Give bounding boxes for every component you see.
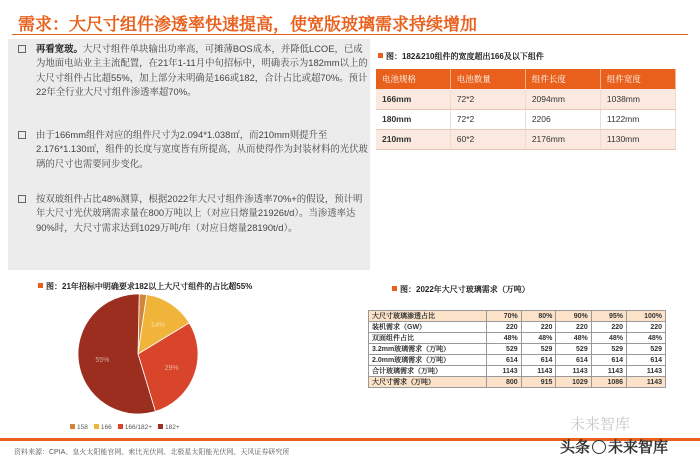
legend-swatch-icon [70, 424, 75, 429]
table-cell: 48% [556, 333, 591, 344]
title-divider [12, 34, 688, 35]
table-cell: 220 [521, 322, 556, 333]
table-cell: 220 [591, 322, 626, 333]
table-cell: 1029 [556, 377, 591, 388]
table-cell: 614 [591, 355, 626, 366]
table-cell: 大尺寸玻璃渗透占比 [369, 311, 487, 322]
table-cell: 大尺寸需求（万吨） [369, 377, 487, 388]
table-cell: 915 [521, 377, 556, 388]
table-cell: 1143 [591, 366, 626, 377]
table-cell: 1143 [556, 366, 591, 377]
table-cell: 220 [487, 322, 522, 333]
table-cell: 529 [521, 344, 556, 355]
page-title: 需求：大尺寸组件渗透率快速提高，使宽版玻璃需求持续增加 [18, 15, 477, 34]
bullet-paragraph-1 [18, 42, 370, 99]
bullet-text: 大尺寸组件单块输出功率高，可摊薄BOS成本，并降低LCOE，已成为地面电站业主主流配置，在21年1-11月中旬招标中，明确表示为182mm以上的大尺寸组件占比超55%，加上部分未明确是166或182，合计占比或超70%。预计22年全行业大尺寸组件渗透率超70%。 [36, 43, 368, 97]
legend-item [118, 424, 152, 431]
pie-legend [70, 424, 186, 431]
table-row [369, 366, 666, 377]
table-cell: 614 [627, 355, 666, 366]
table-cell: 48% [487, 333, 522, 344]
pie-title: 图：21年招标中明确要求182以上大尺寸组件的占比超55% [38, 281, 252, 292]
table-cell: 220 [627, 322, 666, 333]
table-cell: 100% [627, 311, 666, 322]
column-header: 组件长度 [525, 69, 600, 89]
table-cell: 72*2 [450, 109, 525, 129]
table-cell: 90% [556, 311, 591, 322]
table-row [369, 344, 666, 355]
legend-swatch-icon [158, 424, 163, 429]
table-cell: 180mm [376, 109, 450, 129]
table-cell: 529 [627, 344, 666, 355]
title-marker-icon [392, 286, 397, 291]
watermark-logo-icon [592, 440, 606, 454]
column-header: 电池规格 [376, 69, 450, 89]
table-cell: 210mm [376, 129, 450, 149]
table-cell: 双面组件占比 [369, 333, 487, 344]
pie-chart [50, 292, 250, 424]
checkbox-bullet-icon [18, 195, 26, 203]
table-cell: 48% [627, 333, 666, 344]
table-cell: 1086 [591, 377, 626, 388]
glass-demand-table [368, 310, 666, 388]
table-cell: 3.2mm玻璃需求（万吨） [369, 344, 487, 355]
title-marker-icon [38, 283, 43, 288]
title-marker-icon [378, 53, 383, 58]
table-cell: 95% [591, 311, 626, 322]
legend-item [70, 424, 88, 431]
pie-data-label: 55% [95, 356, 110, 364]
table-cell: 80% [521, 311, 556, 322]
table-cell: 1143 [521, 366, 556, 377]
table-cell: 1122mm [600, 109, 675, 129]
table-header-row [376, 69, 676, 89]
checkbox-bullet-icon [18, 131, 26, 139]
table-row [376, 89, 676, 109]
bullet-text: 由于166mm组件对应的组件尺寸为2.094*1.038㎡，而210mm则提升至2.176*1.130㎡，组件的长度与宽度皆有所提高，从而使得作为封装材料的光伏玻璃的尺寸也需要同步变化。 [36, 129, 368, 169]
table-cell: 2206 [525, 109, 600, 129]
watermark-badge: 头条 未来智库 [560, 439, 669, 456]
table-cell: 2094mm [525, 89, 600, 109]
table-cell: 70% [487, 311, 522, 322]
legend-item [158, 424, 180, 431]
legend-swatch-icon [94, 424, 99, 429]
table-cell: 1038mm [600, 89, 675, 109]
table-cell: 2.0mm玻璃需求（万吨） [369, 355, 487, 366]
table-cell: 614 [487, 355, 522, 366]
table-cell: 2176mm [525, 129, 600, 149]
table-row [369, 322, 666, 333]
pie-data-label: 14% [150, 321, 165, 329]
legend-label: 166/182+ [124, 424, 153, 431]
table-cell: 48% [591, 333, 626, 344]
table-cell: 装机需求（GW） [369, 322, 487, 333]
table-row [369, 355, 666, 366]
legend-label: 182+ [165, 424, 180, 431]
text-panel [8, 39, 370, 270]
bullet-lead: 再看宽玻。 [36, 43, 83, 54]
table1-title: 图：182&210组件的宽度超出166及以下组件 [378, 51, 544, 62]
table-cell: 48% [521, 333, 556, 344]
table-cell: 1143 [487, 366, 522, 377]
table-cell: 1143 [627, 377, 666, 388]
table-row [376, 109, 676, 129]
table-cell: 166mm [376, 89, 450, 109]
table-cell: 800 [487, 377, 522, 388]
table-cell: 1130mm [600, 129, 675, 149]
checkbox-bullet-icon [18, 45, 26, 53]
bullet-text: 按双玻组件占比48%测算，根据2022年大尺寸组件渗透率70%+的假设，预计明年大尺寸光伏玻璃需求量在800万吨以上（对应日熔量21926t/d）。当渗透率达90%时，大尺寸需求达到1029万吨/年（对应日熔量28190t/d）。 [36, 193, 363, 233]
table2-title: 图：2022年大尺寸玻璃需求（万吨） [392, 284, 530, 295]
table-row [376, 129, 676, 149]
bullet-paragraph-3 [18, 192, 370, 235]
table-row [369, 311, 666, 322]
table-cell: 529 [556, 344, 591, 355]
column-header: 电池数量 [450, 69, 525, 89]
table-cell: 合计玻璃需求（万吨） [369, 366, 487, 377]
table-cell: 1143 [627, 366, 666, 377]
watermark-text: 未来智库 [570, 416, 631, 433]
table-cell: 614 [521, 355, 556, 366]
legend-label: 158 [77, 424, 88, 431]
table-cell: 529 [487, 344, 522, 355]
table-row [369, 377, 666, 388]
legend-item [94, 424, 112, 431]
bullet-paragraph-2 [18, 128, 370, 171]
legend-swatch-icon [118, 424, 123, 429]
source-note: 资料来源：CPIA、皇火太阳能官网、索比光伏网、北极星太阳能光伏网、天风证券研究所 [14, 449, 290, 456]
table-cell: 72*2 [450, 89, 525, 109]
table-cell: 220 [556, 322, 591, 333]
table-cell: 60*2 [450, 129, 525, 149]
legend-label: 166 [100, 424, 112, 431]
table-row [369, 333, 666, 344]
table-cell: 529 [591, 344, 626, 355]
module-size-table [376, 69, 676, 150]
pie-data-label: 29% [164, 364, 179, 372]
column-header: 组件宽度 [600, 69, 675, 89]
table-cell: 614 [556, 355, 591, 366]
